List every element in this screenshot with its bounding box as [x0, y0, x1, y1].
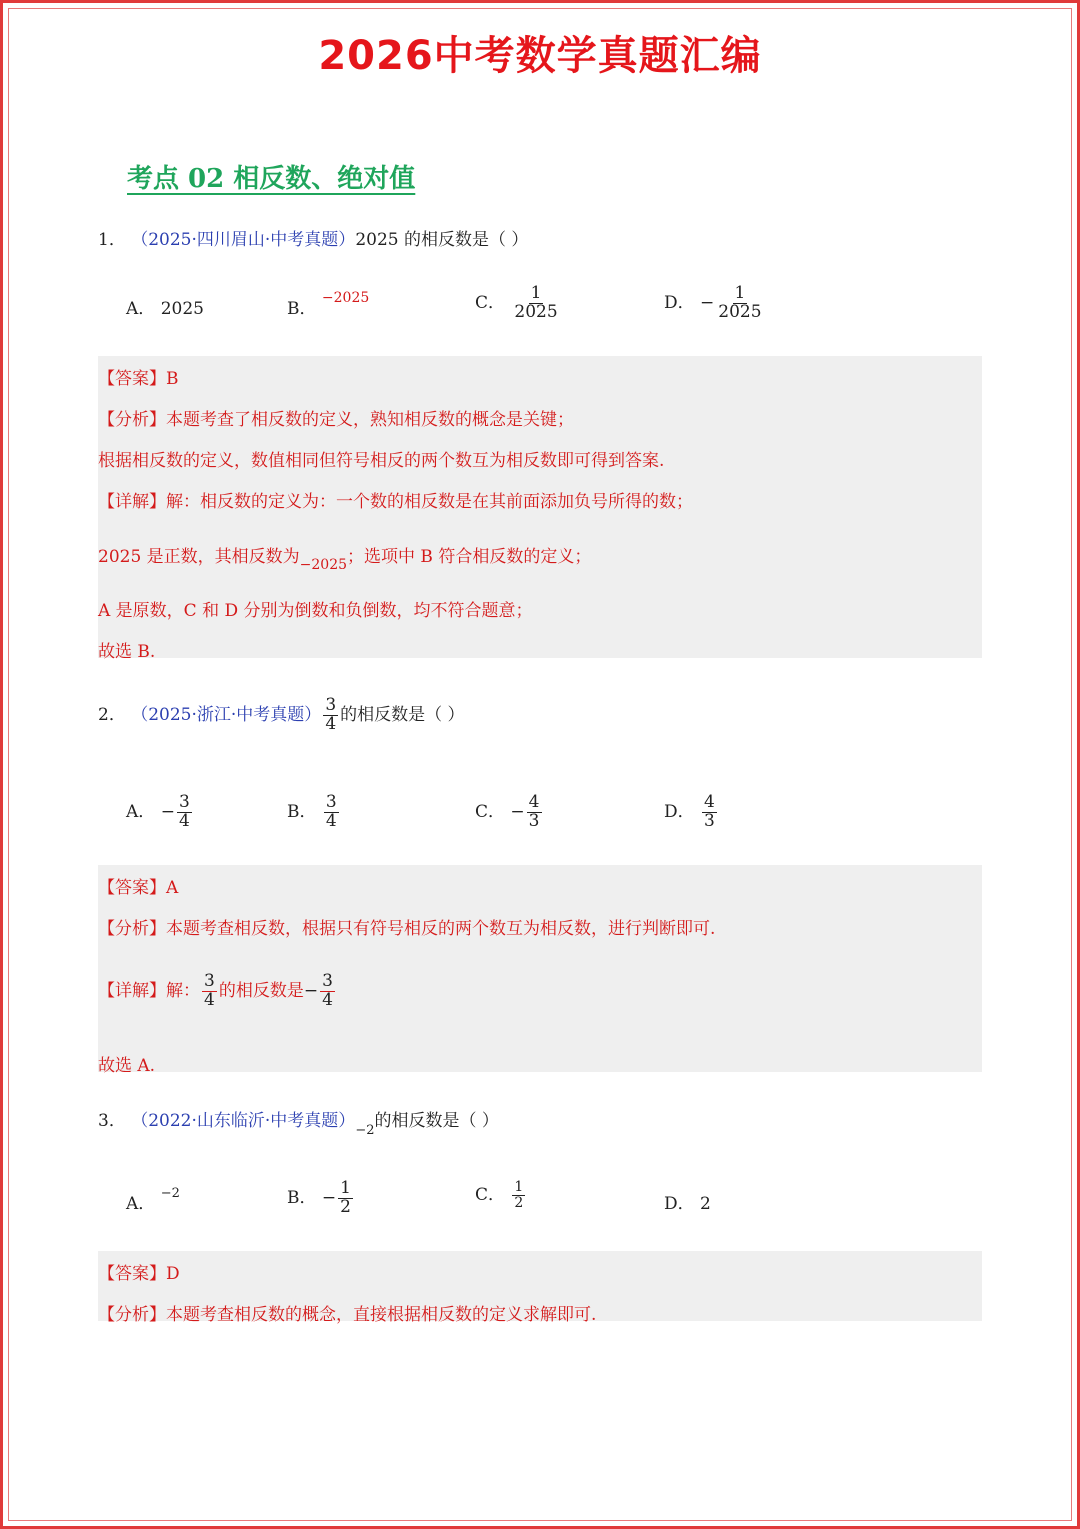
question-number: 2． [98, 704, 126, 725]
option-value: 2025 [160, 299, 204, 319]
question-source: （2025·浙江·中考真题） [131, 704, 322, 725]
numerator: 3 [325, 695, 337, 715]
option-label: B． [287, 1187, 317, 1208]
option-d [664, 285, 766, 322]
question-stem: 的相反数是（ ） [374, 1111, 499, 1131]
question-1 [98, 225, 528, 250]
option-b [287, 1180, 355, 1217]
question-math: −2 [355, 1123, 375, 1138]
answer-box-1 [98, 356, 982, 662]
question-3 [98, 1106, 499, 1138]
option-label: D． [664, 292, 695, 313]
question-number: 3． [98, 1111, 126, 1131]
option-b [287, 794, 341, 831]
detail-line: A 是原数，C 和 D 分别为倒数和负倒数，均不符合题意； [98, 601, 533, 621]
fraction [177, 794, 192, 831]
analysis-line: 【分析】本题考查相反数的概念，直接根据相反数的定义求解即可. [98, 1305, 597, 1325]
option-c [475, 1180, 527, 1211]
numerator: 3 [204, 971, 215, 991]
denominator: 3 [528, 810, 540, 831]
minus-sign: − [160, 801, 175, 822]
fraction [527, 794, 542, 831]
option-label: D． [664, 801, 695, 822]
detail-text: 的相反数是 [218, 980, 304, 1001]
minus-sign: − [700, 292, 715, 313]
question-2 [98, 697, 465, 734]
detail-line [98, 542, 592, 573]
detail-text: 【详解】解： [98, 980, 200, 1001]
answer-box-3 [98, 1251, 982, 1325]
numerator: 4 [704, 792, 715, 812]
denominator: 2025 [718, 301, 762, 322]
option-c [475, 285, 562, 322]
fraction [323, 697, 338, 734]
fraction [202, 973, 217, 1010]
question-number: 1． [98, 230, 126, 250]
detail-line: 【详解】解：相反数的定义为：一个数的相反数是在其前面添加负号所得的数； [98, 492, 693, 512]
option-label: C． [475, 1185, 506, 1205]
minus-sign: − [510, 801, 525, 822]
denominator: 4 [325, 810, 337, 831]
answer-box-2 [98, 865, 982, 1076]
question-source: （2025·四川眉山·中考真题） [131, 230, 356, 250]
detail-text: 2025 是正数，其相反数为 [98, 547, 300, 567]
question-source: （2022·山东临沂·中考真题） [131, 1111, 356, 1131]
denominator: 4 [325, 713, 337, 734]
numerator: 3 [178, 792, 190, 812]
fraction [512, 1180, 525, 1210]
option-d [664, 1189, 711, 1214]
denominator: 2025 [514, 301, 558, 322]
question-stem: 2025 的相反数是（ ） [355, 230, 529, 250]
option-a [126, 294, 204, 319]
question-stem: 的相反数是（ ） [340, 704, 465, 725]
option-label: A． [126, 801, 156, 822]
option-value: −2025 [321, 290, 370, 306]
option-label: C． [475, 801, 506, 822]
answer-line: 【答案】B [98, 369, 179, 389]
conclusion-line: 故选 B. [98, 642, 156, 662]
denominator: 4 [178, 810, 190, 831]
option-c [475, 794, 544, 831]
option-d [664, 794, 719, 831]
analysis-line: 根据相反数的定义，数值相同但符号相反的两个数互为相反数即可得到答案. [98, 451, 665, 471]
option-label: A． [126, 1194, 156, 1214]
detail-text: ；选项中 B 符合相反数的定义； [347, 547, 592, 567]
option-value: 2 [700, 1194, 711, 1214]
minus-sign: − [303, 980, 319, 1001]
numerator: 1 [734, 283, 746, 303]
numerator: 1 [530, 283, 542, 303]
option-label: C． [475, 292, 506, 313]
option-a [126, 794, 194, 831]
detail-math: −2025 [299, 557, 348, 573]
option-b [287, 290, 370, 319]
numerator: 1 [340, 1178, 351, 1198]
fraction [512, 285, 559, 322]
minus-sign: − [321, 1187, 337, 1208]
fraction [702, 794, 717, 831]
option-label: D． [664, 1194, 695, 1214]
denominator: 2 [514, 1195, 524, 1211]
answer-line: 【答案】A [98, 878, 179, 898]
conclusion-line: 故选 A. [98, 1056, 156, 1076]
option-label: B． [287, 299, 317, 319]
denominator: 4 [204, 989, 215, 1010]
numerator: 3 [325, 792, 337, 812]
numerator: 1 [514, 1179, 524, 1196]
fraction [320, 973, 335, 1010]
denominator: 4 [322, 989, 333, 1010]
detail-line [98, 973, 337, 1010]
page-title: 2026中考数学真题汇编 [318, 33, 762, 79]
fraction [324, 794, 339, 831]
option-value: −2 [160, 1186, 180, 1201]
fraction [716, 285, 763, 322]
numerator: 3 [322, 971, 333, 991]
option-label: A． [126, 299, 156, 319]
fraction [338, 1180, 353, 1217]
denominator: 2 [340, 1196, 351, 1217]
denominator: 3 [704, 810, 715, 831]
answer-line: 【答案】D [98, 1264, 180, 1284]
analysis-line: 【分析】本题考查相反数，根据只有符号相反的两个数互为相反数，进行判断即可. [98, 919, 716, 939]
section-heading: 考点 02 相反数、绝对值 [127, 164, 416, 194]
analysis-line: 【分析】本题考查了相反数的定义，熟知相反数的概念是关键； [98, 410, 574, 430]
option-a [126, 1186, 180, 1214]
numerator: 4 [528, 792, 540, 812]
option-label: B． [287, 801, 317, 822]
